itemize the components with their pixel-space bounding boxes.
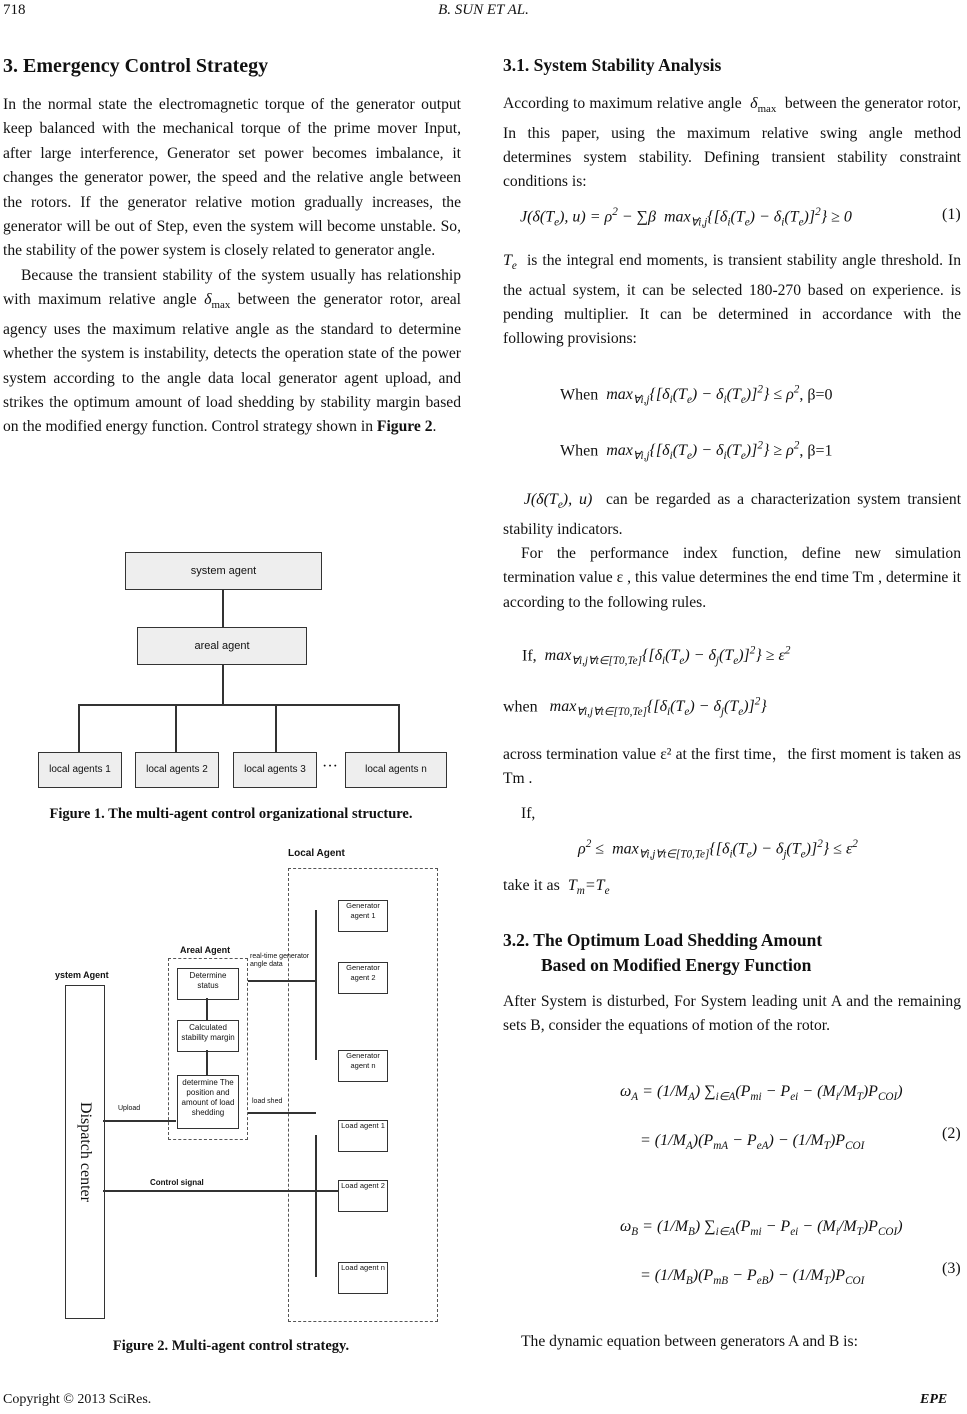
- load-agent-box: Load agent 1: [338, 1120, 388, 1152]
- dispatch-center-label: Dispatch center: [77, 1102, 94, 1202]
- right-text-4: [503, 743, 961, 826]
- control-signal-label: Control signal: [150, 1178, 204, 1187]
- bus-line: [315, 1135, 317, 1277]
- system-agent-box: system agent: [125, 552, 322, 590]
- arrow: [103, 1190, 338, 1192]
- arrow: [103, 1120, 176, 1122]
- section-title: 3.1. System Stability Analysis: [503, 55, 722, 75]
- connector: [222, 589, 224, 627]
- journal-name: EPE: [920, 1392, 948, 1407]
- equation-number: (3): [942, 1260, 961, 1277]
- paragraph: According to maximum relative angle $\delta_{max}$ between the generator rotor, In this paper, using the maximum relative swing angle method determines system stability. Defining transient stability constraint conditions is:: [503, 95, 962, 191]
- paragraph: The dynamic equation between generators A and B is:: [521, 1333, 858, 1350]
- connector: [175, 704, 177, 752]
- rule-4: take it as $T_m=T_e$: [503, 877, 610, 898]
- local-agent-title: Local Agent: [288, 848, 345, 859]
- figure-ref[interactable]: Figure 2: [376, 418, 433, 436]
- paragraph: For the performance index function, define new simulation termination value ε , this value determines the end time Tm , determine it according to the following rules.: [503, 545, 961, 611]
- local-agent-box: local agents 2: [135, 752, 219, 788]
- right-text-3: [503, 488, 961, 615]
- paragraph: Because the transient stability of the system usually has relationship with maximum relative angle $\delta_{max}$ between the generator rotor, areal agency uses the maximum relative angle as the standard to determine whether the system is instability, detects the operation state of the power system according to the angle data local generator agent upload, and strikes the optimum amount of load shedding by stability margin based on the modified energy function. Control strategy shown in Figure 2.: [3, 266, 462, 436]
- paragraph: After System is disturbed, For System leading unit A and the remaining sets B, consider the equations of motion of the rotor.: [503, 993, 961, 1035]
- label: When: [560, 442, 599, 460]
- bus-line: [315, 910, 317, 1060]
- connector: [222, 664, 224, 704]
- paragraph: $T_e$ is the integral end moments, is transient stability angle threshold. In the actual system, it can be selected 180-270 based on experience. is pending multiplier. It can be determined in accordance with the following provisions:: [503, 252, 962, 348]
- running-header: B. SUN ET AL.: [438, 2, 529, 18]
- left-text: [3, 93, 461, 440]
- equation-1: $J(\delta(T_e)$, $u) = \rho^2 - \sum\beta$ $\max_{\forall i,j}\{[\delta_i(T_e) - \delta_i(T_e)]^2\} \ge 0$: [520, 206, 852, 229]
- condition-1: When $\max_{\forall i,j}\{[\delta_i(T_e) - \delta_i(T_e)]^2\} \le \rho^2$, β=0: [560, 384, 833, 407]
- arrow: [248, 980, 316, 982]
- arrow: [248, 1112, 316, 1114]
- equation-2: $\omega_A = (1/M_A) \sum_{i\in A}(P_{mi} - P_{ei} - (M_i/M_T)P_{COI})$ = $(1/M_A)(P_{mA} - P_{eA}) - (1/M_T)P_{COI}$: [620, 1083, 903, 1153]
- figure-caption: Figure 1. The multi-agent control organizational structure.: [49, 806, 413, 822]
- text: is the integral end moments, is transient stability angle threshold. In the actual system, it can be selected 180-270 based on experience. is pending multiplier. It can be determined in accordance with the following provisions:: [503, 252, 962, 348]
- connector: [78, 704, 80, 752]
- generator-agent-box: Generator agent 1: [338, 900, 388, 932]
- rule-1: If, $\max_{\forall i,j\forall t\in[T0,Te]}\{[\delta_i(T_e) - \delta_j(T_e)]^2\} \ge \varepsilon^2$: [522, 645, 791, 668]
- connector: [275, 704, 277, 752]
- right-text-1: [503, 92, 961, 195]
- paragraph: If,: [521, 804, 536, 822]
- equation-number: (1): [942, 206, 961, 223]
- generator-agent-box: Generator agent 2: [338, 962, 388, 994]
- load-shedding-box: determine The position and amount of load shedding: [177, 1075, 239, 1129]
- section-title: 3. Emergency Control Strategy: [3, 55, 269, 77]
- equation-3: $\omega_B = (1/M_B) \sum_{i\in A}(P_{mi} - P_{ei} - (M_i/M_T)P_{COI})$ = $(1/M_B)(P_{mB} - P_{eB}) - (1/M_T)P_{COI}$: [620, 1218, 903, 1288]
- text: can be regarded as a characterization system transient stability indicators.: [503, 491, 962, 538]
- local-agent-box: local agents n: [345, 752, 447, 788]
- label: When: [560, 386, 599, 404]
- paragraph: $J(\delta(T_e)$, u) can be regarded as a characterization system transient stability indicators.: [503, 491, 962, 538]
- page-number: 718: [3, 2, 26, 18]
- dispatch-center-box: [65, 985, 105, 1319]
- ellipsis: ···: [322, 758, 338, 775]
- label: , β=0: [799, 386, 833, 404]
- arrow: [206, 1050, 208, 1075]
- real-time-label: real-time generator angle data: [250, 953, 310, 968]
- load-shedding-label: load shed: [252, 1098, 283, 1105]
- label: If,: [522, 647, 537, 665]
- text: According to maximum relative angle: [503, 95, 742, 112]
- subsection-title: 3.2. The Optimum Load Shedding Amount: [503, 930, 823, 950]
- text: between the generator rotor, In this paper, using the maximum relative swing angle method determines system stability. Defining transient stability constraint conditions is:: [503, 95, 962, 191]
- rule-3: $\rho^2 \le \max_{\forall i,j\forall t\in[T0,Te]}\{[\delta_i(T_e) - \delta_j(T_e)]^2\} \le \varepsilon^2$: [578, 838, 858, 861]
- subsection-title: Based on Modified Energy Function: [541, 955, 812, 975]
- right-text-5: [503, 990, 961, 1039]
- connector: [398, 704, 400, 752]
- condition-2: When $\max_{\forall i,j}\{[\delta_i(T_e) - \delta_i(T_e)]^2\} \ge \rho^2$, β=1: [560, 440, 833, 463]
- label: take it as: [503, 877, 560, 894]
- load-agent-box: Load agent 2: [338, 1180, 388, 1212]
- generator-agent-box: Generator agent n: [338, 1050, 388, 1082]
- determine-status-box: Determine status: [177, 968, 239, 1000]
- calc-margin-box: Calculated stability margin: [177, 1020, 239, 1052]
- figure-caption: Figure 2. Multi-agent control strategy.: [112, 1338, 350, 1354]
- load-agent-box: Load agent n: [338, 1262, 388, 1294]
- paragraph: In the normal state the electromagnetic torque of the generator output keep balanced with the mechanical torque of the prime mover Input, after large interference, Generator set power becomes imbalance, it changes the generator power, the speed and the relative angle between the rotors. If the generator relative motion gradually increases, the generator will be out of Step, even the system will become unstable. So, the stability of the power system is closely related to generator angle.: [3, 96, 461, 260]
- label: when: [503, 698, 538, 716]
- right-text-2: [503, 249, 961, 352]
- local-agent-box: local agents 3: [233, 752, 317, 788]
- right-text-6: [503, 1330, 961, 1354]
- connector: [78, 704, 398, 706]
- system-agent-title: ystem Agent: [55, 970, 109, 980]
- label: , β=1: [799, 442, 833, 460]
- text: between the generator rotor, areal agency uses the maximum relative angle as the standard to determine whether the system is instability, detects the operation state of the power system according to the angle data local generator agent upload, and strikes the optimum amount of load shedding by stability margin based on the modified energy function. Control strategy shown in: [3, 291, 462, 436]
- areal-agent-title: Areal Agent: [180, 945, 231, 955]
- rule-2: when $\max_{\forall i,j\forall t\in[T0,Te]}\{[\delta_i(T_e) - \delta_j(T_e)]^2\}$: [503, 696, 767, 719]
- areal-agent-box: areal agent: [137, 627, 307, 665]
- local-agent-frame: [288, 868, 438, 1322]
- paragraph: across termination value ε² at the first time，the first moment is taken as Tm .: [503, 746, 961, 788]
- text: Because the transient stability of the system usually has relationship with maximum relative angle: [3, 266, 461, 309]
- upload-label: Upload: [118, 1105, 141, 1112]
- arrow: [206, 998, 208, 1020]
- copyright: Copyright © 2013 SciRes.: [3, 1392, 152, 1407]
- local-agent-box: local agents 1: [38, 752, 122, 788]
- equation-number: (2): [942, 1125, 961, 1142]
